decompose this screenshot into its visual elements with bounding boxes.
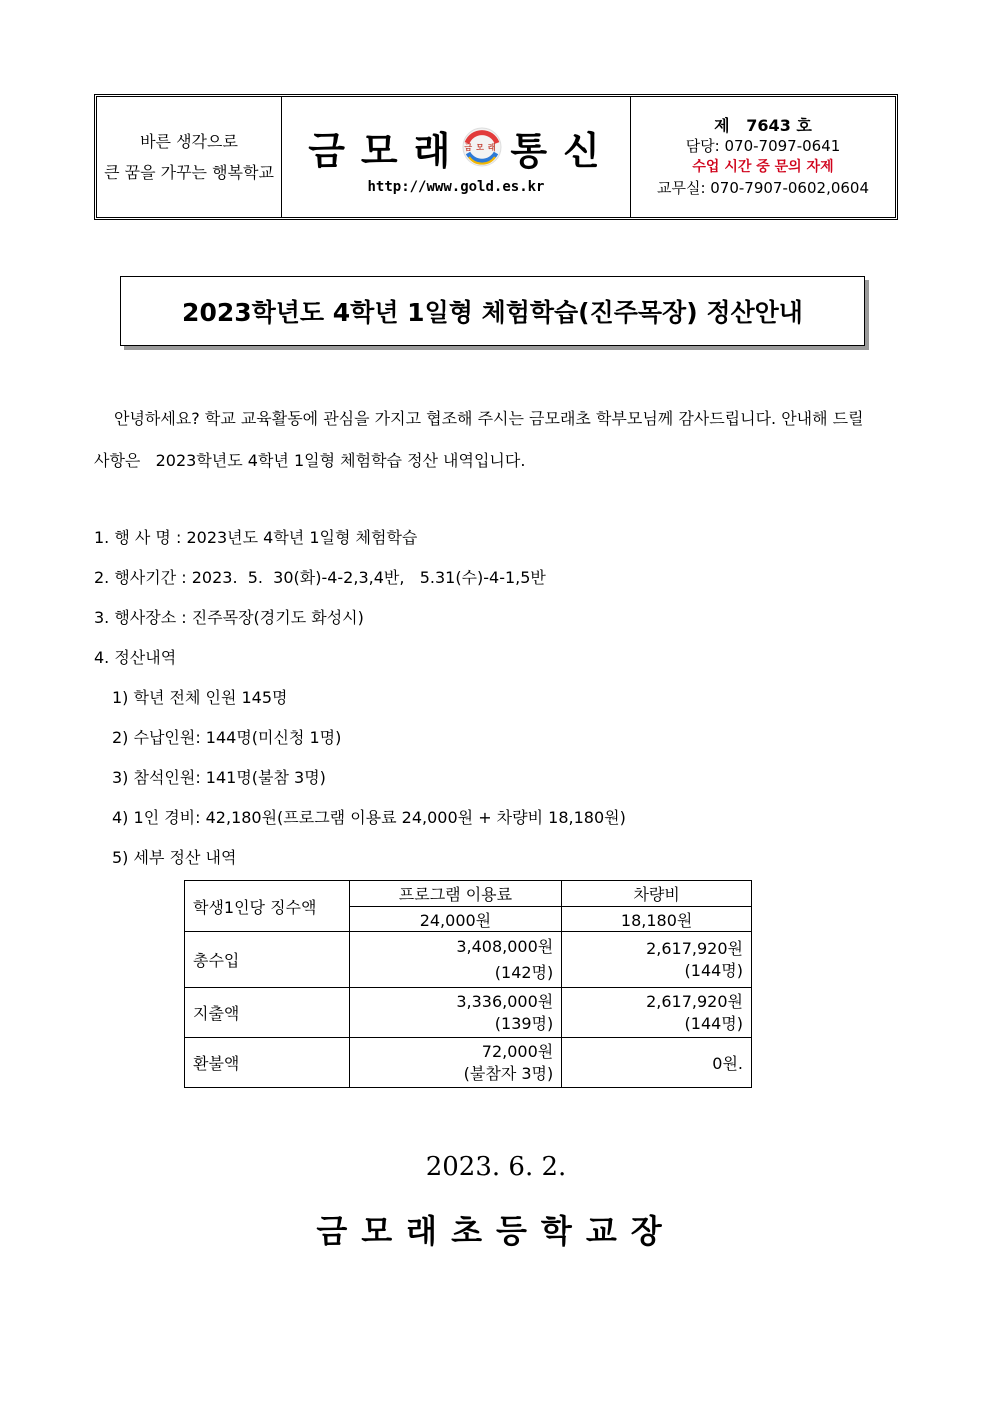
motto-line-1: 바른 생각으로 — [140, 132, 238, 151]
document-date: 2023. 6. 2. — [425, 1152, 567, 1182]
contact-phone: 담당: 070-7097-0641 — [685, 137, 841, 155]
intro-line-1: 안녕하세요? 학교 교육활동에 관심을 가지고 협조해 주시는 금모래초 학부모님께 감사드립니다. 안내해 드릴 — [114, 409, 864, 428]
cell-amount: 2,617,920원 — [646, 991, 743, 1011]
signer-name: 금모래초등학교장 — [316, 1212, 676, 1250]
issue-info — [631, 97, 895, 217]
cell-note: (불참자 3명) — [463, 1063, 554, 1083]
name-char: 래 — [413, 128, 455, 173]
settlement-heading: 4. 정산내역 — [94, 648, 177, 667]
cell-note: (142명) — [494, 962, 554, 982]
newsletter-name — [302, 120, 610, 175]
program-fee-value: 24,000원 — [349, 907, 562, 932]
details-list — [94, 518, 626, 878]
table-cell — [349, 988, 562, 1038]
program-fee-header: 프로그램 이용료 — [349, 881, 562, 907]
cell-note: (144명) — [684, 960, 743, 980]
cell-amount: 2,617,920원 — [646, 938, 743, 958]
name-char: 금 — [308, 128, 349, 173]
intro-line-2: 사항은 2023학년도 4학년 1일형 체험학습 정산 내역입니다. — [94, 451, 526, 470]
table-cell — [562, 932, 752, 988]
event-period: 2. 행사기간 : 2023. 5. 30(화)-4-2,3,4반, 5.31(수)-4-1,5반 — [94, 568, 546, 587]
event-place: 3. 행사장소 : 진주목장(경기도 화성시) — [94, 608, 364, 627]
bus-fee-value: 18,180원 — [562, 907, 752, 932]
table-row — [185, 988, 752, 1038]
per-student-label: 학생1인당 징수액 — [185, 881, 350, 932]
row-label: 환불액 — [185, 1038, 350, 1088]
table-cell — [349, 932, 562, 988]
table-row — [185, 1038, 752, 1088]
office-phone: 교무실: 070-7907-0602,0604 — [656, 179, 870, 197]
cell-amount: 0원. — [562, 1038, 752, 1088]
paid-students: 2) 수납인원: 144명(미신청 1명) — [112, 728, 342, 747]
school-url[interactable]: http://www.gold.es.kr — [367, 178, 545, 195]
contact-warning: 수업 시간 중 문의 자제 — [692, 159, 834, 175]
newsletter-header — [94, 94, 898, 220]
cost-per-person: 4) 1인 경비: 42,180원(프로그램 이용료 24,000원 + 차량비 18,180원) — [112, 808, 626, 827]
row-label: 총수입 — [185, 932, 350, 988]
detail-heading: 5) 세부 정산 내역 — [112, 848, 237, 867]
cell-amount: 3,408,000원 — [456, 936, 554, 956]
name-char: 신 — [563, 128, 604, 173]
attended-students: 3) 참석인원: 141명(불참 3명) — [112, 768, 326, 787]
motto-line-2: 큰 꿈을 가꾸는 행복학교 — [104, 163, 274, 182]
intro-paragraph — [94, 398, 894, 482]
school-motto — [97, 97, 282, 217]
school-logo-icon — [462, 127, 502, 167]
bus-fee-header: 차량비 — [562, 881, 752, 907]
document-title: 2023학년도 4학년 1일형 체험학습(진주목장) 정산안내 — [120, 276, 865, 346]
cell-note: (139명) — [494, 1013, 554, 1033]
cell-amount: 72,000원 — [481, 1041, 554, 1061]
name-char: 통 — [510, 128, 552, 173]
table-cell — [349, 1038, 562, 1088]
name-char: 모 — [360, 128, 402, 173]
table-header-row — [185, 881, 752, 907]
event-name: 1. 행 사 명 : 2023년도 4학년 1일형 체험학습 — [94, 528, 418, 547]
cell-amount: 3,336,000원 — [456, 991, 554, 1011]
newsletter-title-block — [282, 97, 631, 217]
settlement-table — [184, 880, 752, 1088]
logo-text: 금모래 — [464, 143, 500, 152]
cell-note: (144명) — [684, 1013, 743, 1033]
row-label: 지출액 — [185, 988, 350, 1038]
table-cell — [562, 988, 752, 1038]
total-students: 1) 학년 전체 인원 145명 — [112, 688, 288, 707]
issue-number: 제 7643 호 — [714, 116, 812, 135]
table-row — [185, 932, 752, 988]
